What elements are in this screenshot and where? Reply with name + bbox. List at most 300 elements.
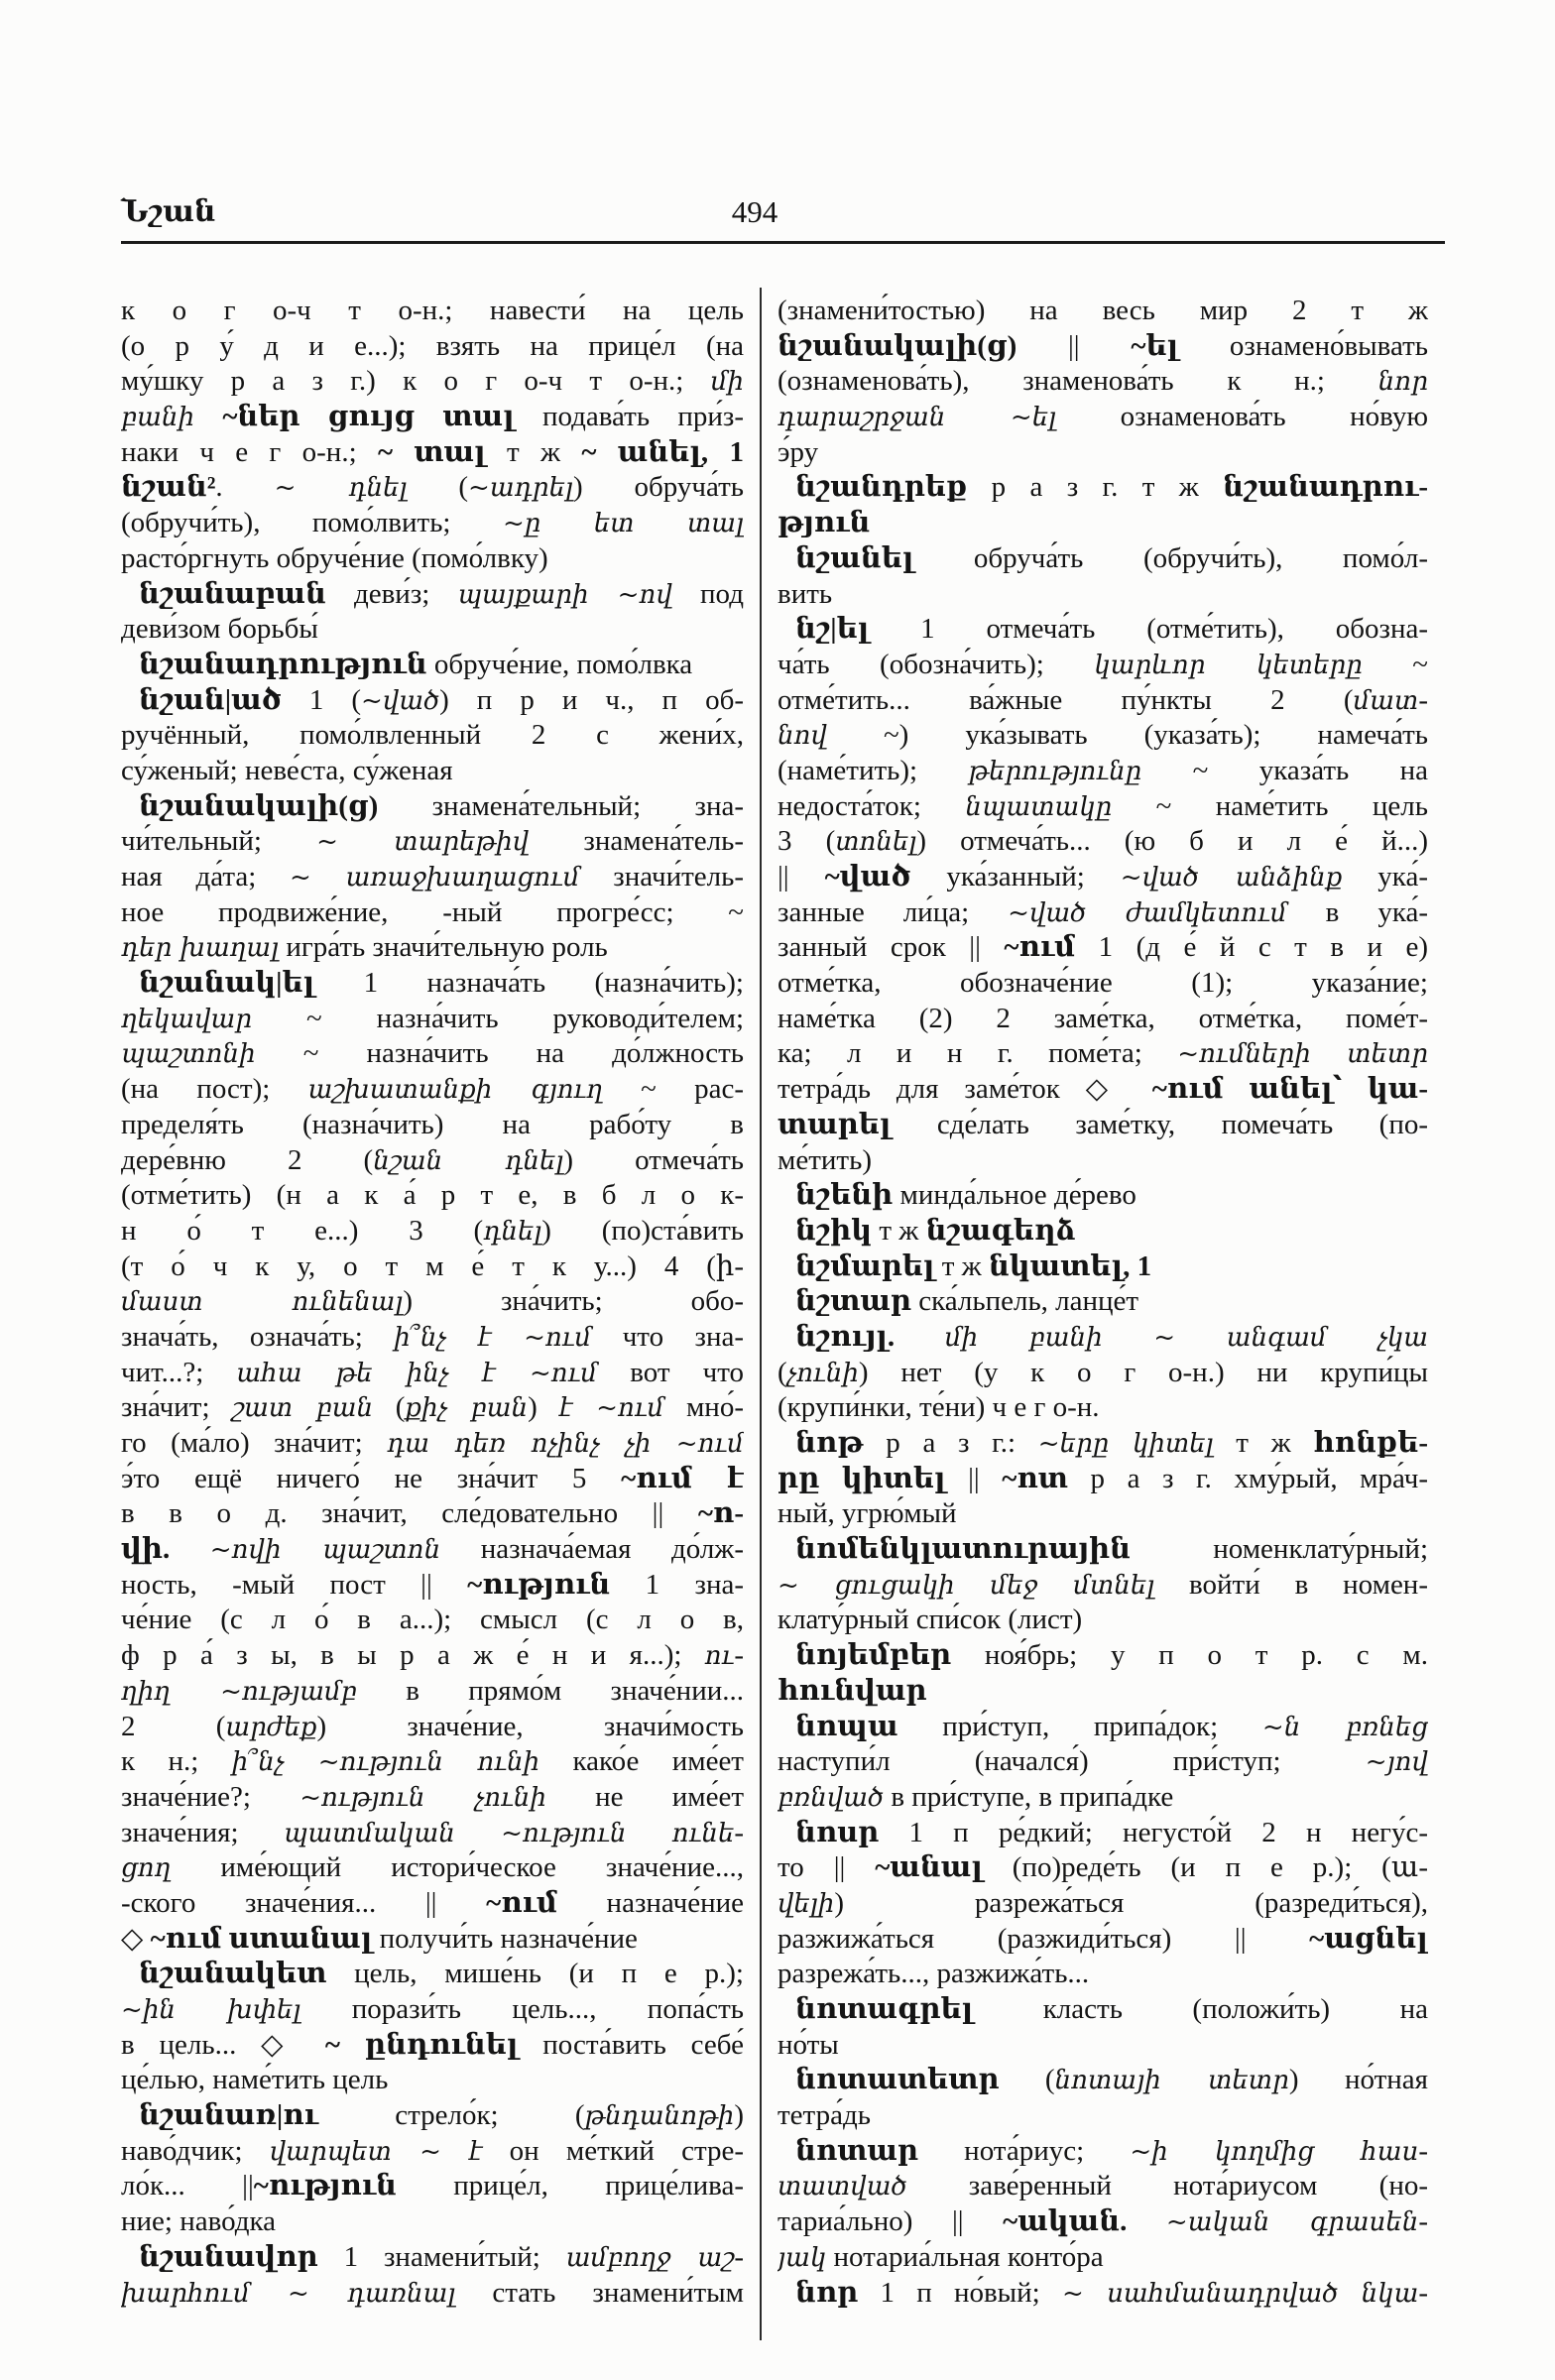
text-segment: сде́лать заме́тку, помеча́ть (по- xyxy=(891,1108,1428,1140)
entry-line: к н.; ի՞նչ ~ություն ունի како́е име́ет xyxy=(121,1745,744,1778)
entry-line: ~ ցուցակի մեջ մտնել войти́ в номен- xyxy=(778,1568,1428,1601)
dictionary-entry xyxy=(121,1957,744,2098)
text-segment: 1 (~ված) п р и ч., п об- xyxy=(281,683,744,716)
page-number: 494 xyxy=(731,194,778,229)
armenian-text: ~ին խփել xyxy=(121,1995,301,2025)
text-segment: ознамено́вывать xyxy=(1178,329,1428,362)
entry-line xyxy=(778,329,1428,365)
armenian-text: քիչ բան xyxy=(405,1393,529,1424)
text-segment: р а з г.: ~երը կիտել т ж xyxy=(863,1427,1314,1459)
armenian-text: ~ված անձինք xyxy=(1120,863,1343,892)
entry-line: վելի) разрежа́ться (разреди́ться), xyxy=(778,1886,1428,1919)
entry-line xyxy=(778,860,1428,895)
dictionary-entry xyxy=(778,2276,1428,2312)
dictionary-entry xyxy=(778,1178,1428,1214)
entry-line: ղեկավար ~ назна́чить руководи́телем; xyxy=(121,1002,744,1034)
entry-line xyxy=(778,1108,1428,1143)
dictionary-entry xyxy=(778,1710,1428,1816)
armenian-text: ~ դնել xyxy=(274,473,408,504)
text-segment: э́то ещё ничего́ не зна́чит 5 xyxy=(121,1462,622,1494)
text-segment: тариа́льно) || xyxy=(778,2205,1004,2238)
bold-segment: հոնքե- xyxy=(1313,1427,1428,1459)
entry-line xyxy=(121,2169,744,2204)
headword: նշանակետ xyxy=(139,1958,327,1990)
entry-line: но́ты xyxy=(778,2028,839,2061)
armenian-text: ~ տարեթիվ xyxy=(316,827,530,858)
entry-line xyxy=(121,683,744,719)
entry-line: ное продвиже́ние, -ный прогре́сс; ~ xyxy=(121,895,744,928)
entry-line: դարաշրջան ~ել ознаменова́ть но́вую xyxy=(778,401,1428,433)
text-segment: . ~ դնել (~ադրել) обруча́ть xyxy=(215,471,744,504)
entry-line: դեր խաղալ игра́ть значи́тельную роль xyxy=(121,931,608,964)
entry-line: ние; наво́дка xyxy=(121,2205,277,2238)
entry-line: ցող име́ющий истори́ческое значе́ние..., xyxy=(121,1851,744,1884)
dictionary-entry xyxy=(778,1992,1428,2063)
headword: նշանավոր xyxy=(139,2240,318,2273)
entry-line xyxy=(778,1532,1428,1568)
bold-segment: հունվար xyxy=(778,1674,927,1707)
bold-segment: րը կիտել xyxy=(778,1462,946,1494)
entry-line: э́ру xyxy=(778,435,819,468)
header-rule xyxy=(121,241,1445,244)
entry-line xyxy=(778,1710,1428,1745)
dictionary-entry xyxy=(778,470,1428,540)
text-segment: цель, мише́нь (и п е р.); xyxy=(326,1958,744,1990)
armenian-text: մի xyxy=(710,367,744,398)
text-segment: нота́риус; ~ի կողմից հաս- xyxy=(918,2134,1428,2167)
armenian-text: մատ xyxy=(1353,685,1419,716)
armenian-text: շատ բան xyxy=(232,1393,374,1424)
armenian-text: է ~ում xyxy=(559,1393,664,1424)
text-segment: стрело́к; (թնդանոթի) xyxy=(317,2099,744,2132)
entry-line: ная да́та; ~ առաջխաղացում значи́тель- xyxy=(121,861,744,892)
entry-line: му́шку р а з г.) к о г о-ч т о-н.; մի xyxy=(121,365,744,398)
entry-line xyxy=(121,400,744,435)
entry-line: ный, угрю́мый xyxy=(778,1497,957,1530)
entry-line: (крупи́нки, те́ни) ч е г о-н. xyxy=(778,1391,1100,1424)
dictionary-entry xyxy=(121,2098,744,2240)
entry-line: (обручи́ть), помо́лвить; ~ը ետ տալ xyxy=(121,507,744,539)
armenian-text: ~ ցուցակի մեջ մտնել xyxy=(778,1570,1155,1601)
text-segment: -ского значе́ния... || xyxy=(121,1886,487,1919)
armenian-text: ու xyxy=(704,1641,735,1672)
text-segment: ~ական գրասեն- xyxy=(1165,2205,1428,2238)
dictionary-entry xyxy=(121,683,744,789)
headword: նշ|ել xyxy=(795,613,870,646)
text-segment: минда́льное де́рево xyxy=(893,1179,1136,1212)
headword: նոսր xyxy=(795,1816,880,1848)
armenian-text: ~ական գրասեն xyxy=(1165,2207,1419,2238)
armenian-text: նպատակը xyxy=(965,791,1113,822)
entry-line: 2 (արժեք) значе́ние, значи́мость xyxy=(121,1710,744,1742)
entry-line xyxy=(121,1886,744,1922)
entry-line: вить xyxy=(778,577,833,610)
armenian-text: ղեկավար xyxy=(121,1004,253,1034)
entry-line xyxy=(121,577,744,613)
headword: նշենի xyxy=(795,1179,894,1212)
text-segment: (по)реде́ть (и п е р.); (ա- xyxy=(982,1851,1428,1884)
headword: նշան|ած xyxy=(139,683,282,716)
entry-line: н о́ т е...) 3 (դնել) (по)ста́вить xyxy=(121,1214,744,1247)
armenian-text: մի բանի ~ անգամ չկա xyxy=(944,1322,1428,1353)
text-segment: ска́льпель, ланце́т xyxy=(910,1285,1139,1318)
entry-line: (о р у́ д и е...); взять на прице́л (на xyxy=(121,329,744,362)
text-segment: ука́занный; ~ված անձինք ука́- xyxy=(910,861,1428,892)
text-segment: обруче́ние, помо́лвка xyxy=(426,648,693,680)
entry-line xyxy=(121,1957,744,1992)
dictionary-entry xyxy=(121,294,744,577)
text-segment: || xyxy=(1017,329,1132,362)
text-segment xyxy=(121,401,222,432)
text-segment: назначе́ние xyxy=(556,1886,744,1919)
entry-line: (т о́ ч к у, о т м е́ т к у...) 4 (ի- xyxy=(121,1250,744,1282)
armenian-text: ահա թե ինչ է ~ում xyxy=(236,1358,598,1388)
left-column xyxy=(121,294,744,2311)
bold-segment: ~ տալ xyxy=(377,435,486,468)
text-segment: р а з г. т ж xyxy=(967,471,1224,504)
bold-segment: ~ում xyxy=(1004,931,1076,964)
bold-segment: ~ներ ցույց տալ xyxy=(222,401,515,433)
armenian-text: ղիղ ~ությամբ xyxy=(121,1676,357,1707)
entry-line xyxy=(778,1426,1428,1462)
entry-line: пределя́ть (назна́чить) на рабо́ту в xyxy=(121,1108,744,1140)
armenian-text: նոր xyxy=(1377,367,1428,398)
entry-line: յակ нотариа́льная конто́ра xyxy=(778,2240,1104,2273)
text-segment: то || xyxy=(778,1851,876,1884)
entry-line xyxy=(778,1178,1428,1214)
dictionary-entry xyxy=(121,966,744,1957)
text-segment: разжижа́ться (разжиди́ться) || xyxy=(778,1922,1310,1955)
armenian-text: դեր խաղալ xyxy=(121,933,280,964)
entry-line: значе́ние?; ~ություն չունի не име́ет xyxy=(121,1780,744,1813)
headword: նոր xyxy=(795,2276,859,2309)
entry-line: расто́ргнуть обруче́ние (помо́лвку) xyxy=(121,541,548,574)
entry-line: ~ին խփել порази́ть цель..., попа́сть xyxy=(121,1993,744,2025)
text-segment: ность, -мый пост || xyxy=(121,1568,468,1601)
text-segment: 1 п ре́дкий; негусто́й 2 н негу́с- xyxy=(879,1816,1428,1848)
text-segment: в цель... ◇ xyxy=(121,2028,325,2061)
text-segment: т ж xyxy=(934,1250,989,1282)
text-segment: (նոտայի տետր) но́тная xyxy=(999,2064,1428,2096)
dictionary-entry xyxy=(778,1638,1428,1709)
text-segment: р а з г. хму́рый, мра́ч- xyxy=(1067,1462,1428,1494)
bold-segment: ~ում xyxy=(486,1886,557,1919)
dictionary-entry xyxy=(778,294,1428,470)
column-divider xyxy=(760,288,762,2340)
entry-line: деви́зом борьбы́ xyxy=(121,613,318,646)
armenian-text: ~ առաջխաղացում xyxy=(290,863,580,892)
headword: նոթ xyxy=(795,1427,864,1459)
entry-line xyxy=(778,1638,1428,1674)
armenian-text: արժեք xyxy=(225,1712,317,1742)
text-segment: в в о д. зна́чит, сле́довательно || xyxy=(121,1497,698,1530)
entry-line xyxy=(778,1850,1428,1886)
armenian-text: բանի xyxy=(121,403,195,433)
entry-line xyxy=(121,966,744,1002)
entry-line xyxy=(121,1496,744,1532)
entry-line: ме́тить) xyxy=(778,1143,872,1176)
entry-line xyxy=(778,1320,1428,1356)
dictionary-entry xyxy=(121,789,744,966)
entry-line xyxy=(121,2098,744,2134)
armenian-text: վարպետ ~ է xyxy=(269,2136,483,2167)
entry-line: отме́тка, обозначе́ние (1); указа́ние; xyxy=(778,967,1428,1000)
entry-line xyxy=(778,1992,1428,2028)
text-segment: класть (положи́ть) на xyxy=(973,1993,1428,2025)
armenian-text: թերությունը xyxy=(968,756,1142,786)
right-column xyxy=(778,294,1428,2311)
entry-line xyxy=(121,1532,744,1568)
bold-segment: ~ո- xyxy=(697,1497,744,1530)
text-segment: 1 назнача́ть (назна́чить); xyxy=(314,967,744,1000)
entry-line: (ознаменова́ть), знаменова́ть к н.; նոր xyxy=(778,365,1428,398)
armenian-text: ~ություն չունի xyxy=(299,1782,546,1813)
armenian-text: ~յով xyxy=(1365,1747,1428,1778)
entry-line xyxy=(121,2028,744,2064)
entry-line: занные ли́ца; ~ված ժամկետում в ука́- xyxy=(778,895,1428,928)
text-segment: наки ч е г о-н.; xyxy=(121,435,378,468)
text-segment: деви́з; պայքարի ~ով под xyxy=(325,577,744,610)
entry-line xyxy=(778,1250,1428,1285)
bold-segment: ~ություն xyxy=(467,1568,611,1601)
dictionary-entry xyxy=(778,1532,1428,1638)
armenian-text: խարհում ~ դառնալ xyxy=(121,2278,456,2309)
dictionary-entry xyxy=(778,1320,1428,1426)
entry-line xyxy=(121,2240,744,2276)
dictionary-entry xyxy=(121,648,744,683)
armenian-text: ~ սահմանադրված նկա xyxy=(1061,2278,1419,2309)
dictionary-entry xyxy=(778,2134,1428,2276)
entry-line: чит...?; ահա թե ինչ է ~ում вот что xyxy=(121,1356,744,1388)
entry-line xyxy=(778,1214,1428,1250)
entry-line: պաշտոնի ~ назна́чить на до́лжность xyxy=(121,1037,744,1070)
bold-segment: ~ ընդունել xyxy=(324,2028,519,2061)
armenian-text: տատված xyxy=(778,2172,907,2202)
text-segment: получи́ть назначе́ние xyxy=(372,1922,638,1955)
headword: նոտատետր xyxy=(795,2064,1000,2096)
entry-line: зна́чит; շատ բան (քիչ բան) է ~ում мно́- xyxy=(121,1391,744,1424)
bold-segment: ~ություն xyxy=(253,2170,397,2202)
armenian-text: պայքարի ~ով xyxy=(457,579,672,610)
entry-line: клату́рный спи́сок (лист) xyxy=(778,1604,1083,1636)
entry-line xyxy=(121,1922,744,1958)
text-segment: ло́к... || xyxy=(121,2170,254,2202)
text-segment: ~ովի պաշտոն назнача́емая до́лж- xyxy=(209,1533,744,1566)
running-head: Նշան xyxy=(121,194,216,229)
armenian-text: ~ադրել xyxy=(468,473,573,504)
bold-segment: ~ացնել xyxy=(1309,1922,1428,1955)
armenian-text: ~ն բռնեց xyxy=(1261,1712,1428,1742)
text-segment: 1 п но́вый; ~ սահմանադրված նկա- xyxy=(858,2276,1428,2309)
headword: նոմենկլատուրային xyxy=(795,1533,1131,1566)
headword: նոտար xyxy=(795,2134,919,2167)
entry-line: разрежа́ть..., разжижа́ть... xyxy=(778,1958,1090,1990)
bold-segment: ~ում ստանալ xyxy=(150,1922,373,1955)
text-segment: обруча́ть (обручи́ть), помо́л- xyxy=(913,541,1428,574)
entry-line xyxy=(778,2204,1428,2240)
entry-line xyxy=(778,2063,1428,2098)
dictionary-entry xyxy=(121,577,744,648)
text-segment: 1 знамени́тый; ամբողջ աշ- xyxy=(317,2240,744,2273)
entry-line: це́лью, наме́тить цель xyxy=(121,2064,389,2096)
entry-line: тетра́дь xyxy=(778,2099,871,2132)
entry-line: че́ние (с л о́ в а...); смысл (с л о в, xyxy=(121,1604,744,1636)
dictionary-entry xyxy=(778,612,1428,1178)
text-segment: || xyxy=(778,861,825,892)
armenian-text: ~ովի պաշտոն xyxy=(209,1535,441,1566)
bold-segment: նշանադրու- xyxy=(1223,471,1428,504)
entry-line: наво́дчик; վարպետ ~ է он ме́ткий стре- xyxy=(121,2134,744,2167)
entry-line: ղիղ ~ությամբ в прямо́м значе́нии... xyxy=(121,1674,744,1707)
armenian-text: նշան դնել xyxy=(373,1145,564,1176)
bold-segment: տարել xyxy=(778,1108,892,1140)
armenian-text: բռնված xyxy=(778,1782,885,1813)
bold-segment: նշան² xyxy=(121,471,216,504)
entry-line xyxy=(121,1462,744,1497)
armenian-text: մաստ ունենալ xyxy=(121,1287,404,1318)
headword: նշանակ|ել xyxy=(139,967,315,1000)
entry-line xyxy=(778,2134,1428,2170)
entry-line: су́женый; неве́ста, су́женая xyxy=(121,754,453,786)
dictionary-entry xyxy=(121,2240,744,2311)
armenian-text: ~ված ժամկետում xyxy=(1008,897,1287,928)
text-segment: подава́ть при́з- xyxy=(514,401,744,433)
bold-segment: ~ական. xyxy=(1003,2205,1128,2238)
text-segment xyxy=(895,1321,1428,1353)
dictionary-entry xyxy=(778,2063,1428,2133)
entry-line: го (ма́ло) зна́чит; դա դեռ ոչինչ չի ~ում xyxy=(121,1427,744,1459)
text-segment: поста́вить себе́ xyxy=(518,2028,744,2061)
entry-line xyxy=(778,506,1428,541)
headword: նշտար xyxy=(795,1285,911,1318)
armenian-text: վելի xyxy=(778,1888,835,1919)
headword: նշանադրություն xyxy=(139,648,427,680)
entry-line xyxy=(778,1674,1428,1710)
headword: նոպա xyxy=(795,1710,898,1742)
entry-line xyxy=(778,541,1428,577)
entry-line: (չունի) нет (у к о г о-н.) ни крупи́цы xyxy=(778,1356,1428,1388)
armenian-text: դնել xyxy=(483,1216,542,1247)
armenian-text: պատմական ~ություն ունե xyxy=(283,1818,735,1848)
entry-line xyxy=(778,930,1428,966)
text-segment: 1 (д е́ й с т в и е) xyxy=(1075,931,1428,964)
entry-line: наступи́л (начался́) при́ступ; ~յով xyxy=(778,1745,1428,1778)
armenian-text: կարևոր կետերը xyxy=(1094,650,1363,680)
entry-line: (на пост); աշխատանքի գյուղ ~ рас- xyxy=(121,1073,744,1106)
bold-segment: ~ում է xyxy=(621,1462,744,1494)
dictionary-entry xyxy=(778,1816,1428,1992)
entry-line: տատված заве́ренный нота́риусом (но- xyxy=(778,2170,1428,2202)
text-segment: прице́л, прице́лива- xyxy=(396,2170,744,2202)
text-segment: т ж xyxy=(872,1214,926,1247)
bold-segment: նշանակալի(ց) xyxy=(778,329,1017,362)
entry-line xyxy=(778,1072,1428,1108)
dictionary-entry xyxy=(778,541,1428,612)
text-segment: знамена́тельный; зна- xyxy=(378,789,744,822)
entry-line: значе́ния; պատմական ~ություն ունե- xyxy=(121,1816,744,1848)
text-segment: т ж xyxy=(485,435,582,468)
headword: նշանառ|ու xyxy=(139,2099,318,2132)
text-segment: тетра́дь для заме́ток ◇ xyxy=(778,1073,1152,1106)
entry-line xyxy=(121,435,744,471)
bold-segment: ~ել xyxy=(1131,329,1179,362)
armenian-text: ի՞նչ է ~ում xyxy=(394,1322,592,1353)
bold-segment: ~անալ xyxy=(875,1851,983,1884)
text-segment: || xyxy=(945,1462,1003,1494)
bold-segment: ~ված xyxy=(824,861,911,892)
entry-line: մաստ ունենալ) зна́чить; обо- xyxy=(121,1285,744,1318)
entry-line: отме́тить... ва́жные пу́нкты 2 (մատ- xyxy=(778,683,1428,716)
entry-line: недоста́ток; նպատակը ~ наме́тить цель xyxy=(778,789,1428,822)
armenian-text: նով xyxy=(778,721,827,752)
bold-segment: ~ անել, 1 xyxy=(581,435,744,468)
entry-line xyxy=(121,470,744,506)
dictionary-entry xyxy=(778,1214,1428,1250)
armenian-text: նոտայի տետր xyxy=(1054,2066,1289,2096)
entry-line: ф р а́ з ы, в ы р а ж е́ н и я...); ու- xyxy=(121,1639,744,1672)
entry-line: чи́тельный; ~ տարեթիվ знамена́тель- xyxy=(121,825,744,858)
armenian-text: դա դեռ ոչինչ չի ~ում xyxy=(387,1429,744,1459)
armenian-text: պաշտոնի xyxy=(121,1039,256,1070)
entry-line xyxy=(778,1462,1428,1497)
text-segment: номенклату́рный; xyxy=(1130,1533,1428,1566)
entry-line: знача́ть, означа́ть; ի՞նչ է ~ում что зна- xyxy=(121,1320,744,1353)
text-segment: 1 зна- xyxy=(610,1568,744,1601)
bold-segment: թյուն xyxy=(778,507,871,539)
entry-line: բռնված в при́ступе, в припа́дке xyxy=(778,1780,1174,1813)
entry-line xyxy=(778,470,1428,506)
text-segment: ◇ xyxy=(121,1922,151,1955)
entry-line xyxy=(778,1816,1428,1851)
armenian-text: յակ xyxy=(778,2242,827,2273)
armenian-text: ~ված xyxy=(361,685,440,716)
bold-segment: ~ոտ xyxy=(1002,1462,1068,1494)
entry-line: ручённый, помо́лвленный 2 с жени́х, xyxy=(121,719,744,752)
headword: նշիկ xyxy=(795,1214,873,1247)
headword: նոտագրել xyxy=(795,1993,974,2025)
entry-line: 3 (տոնել) отмеча́ть... (ю б и л е́ й...) xyxy=(778,825,1428,858)
dictionary-entry xyxy=(778,1426,1428,1532)
entry-line: (отме́тить) (н а к а́ р т е, в б л о к- xyxy=(121,1179,744,1212)
entry-line xyxy=(121,1568,744,1604)
entry-line xyxy=(121,789,744,825)
headword: նշանել xyxy=(795,541,914,574)
headword: նոյեմբեր xyxy=(795,1639,952,1672)
armenian-text: ամբողջ աշ xyxy=(565,2242,735,2273)
headword: նշմարել xyxy=(795,1250,935,1282)
armenian-text: չունի xyxy=(786,1358,859,1388)
entry-line: наме́тка (2) 2 заме́тка, отме́тка, поме́т- xyxy=(778,1002,1428,1034)
dictionary-entry xyxy=(778,1284,1428,1320)
armenian-text: ի՞նչ ~ություն ունի xyxy=(231,1747,540,1778)
armenian-text: ցող xyxy=(121,1853,172,1884)
bold-segment: նշագեղձ xyxy=(925,1214,1076,1247)
armenian-text: ~ումների տետր xyxy=(1177,1039,1428,1070)
headword: նշանդրեք xyxy=(795,471,968,504)
armenian-text: աշխատանքի գյուղ xyxy=(307,1075,603,1106)
entry-line: ча́ть (обозна́чить); կարևոր կետերը ~ xyxy=(778,648,1428,680)
headword: նշանակալի(ց) xyxy=(139,789,379,822)
armenian-text: դարաշրջան ~ել xyxy=(778,403,1057,433)
text-segment: при́ступ, припа́док; ~ն բռնեց xyxy=(897,1710,1428,1742)
dictionary-entry xyxy=(778,1250,1428,1285)
bold-segment: ~ում անել՝ կա- xyxy=(1151,1073,1428,1106)
entry-line: ка; л и н г. поме́та; ~ումների տետր xyxy=(778,1037,1428,1070)
headword: նշույլ. xyxy=(795,1320,896,1353)
entry-line xyxy=(778,1284,1428,1320)
bold-segment: վի. xyxy=(121,1533,171,1566)
entry-line xyxy=(121,648,744,683)
